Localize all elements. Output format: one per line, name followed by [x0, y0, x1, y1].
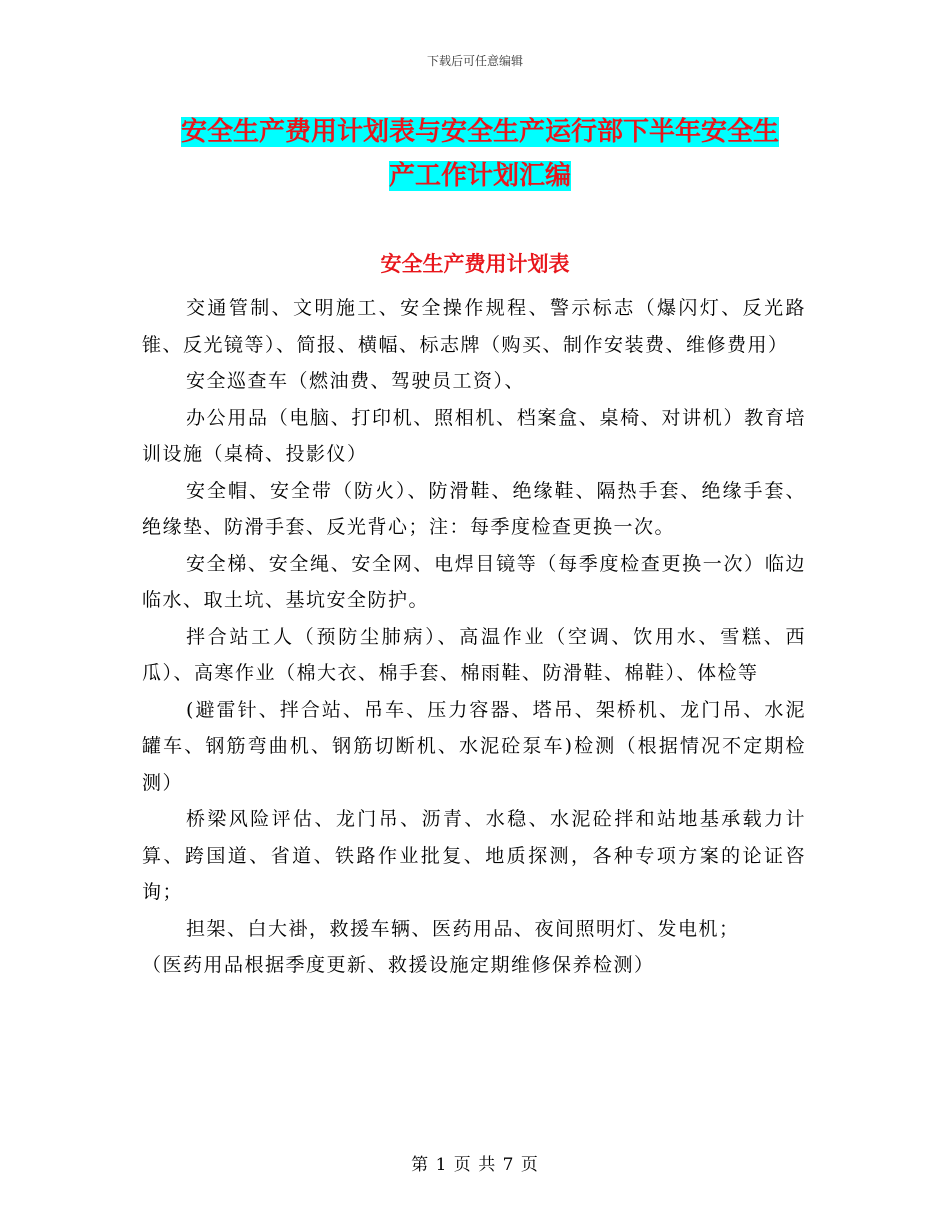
- paragraph: 办公用品（电脑、打印机、照相机、档案盒、桌椅、对讲机）教育培训设施（桌椅、投影仪）: [142, 406, 806, 465]
- page-header-note: 下载后可任意编辑: [426, 54, 523, 68]
- paragraph: 桥梁风险评估、龙门吊、沥青、水稳、水泥砼拌和站地基承载力计算、跨国道、省道、铁路作业批复、地质探测，各种专项方案的论证咨询；: [142, 808, 806, 903]
- page-number: 第 1 页 共 7 页: [411, 1155, 539, 1175]
- paragraph: 担架、白大褂，救援车辆、医药用品、夜间照明灯、发电机；: [186, 917, 740, 940]
- document-title-line-1: 安全生产费用计划表与安全生产运行部下半年安全生: [180, 117, 779, 147]
- document-title-line-2: 产工作计划汇编: [388, 161, 571, 191]
- paragraph-continuation: （医药用品根据季度更新、救援设施定期维修保养检测）: [142, 954, 655, 976]
- paragraph: (避雷针、拌合站、吊车、压力容器、塔吊、架桥机、龙门吊、水泥罐车、钢筋弯曲机、钢筋切断机、水泥砼泵车)检测（根据情况不定期检测）: [142, 698, 806, 794]
- document-body: [142, 290, 806, 984]
- paragraph: 交通管制、文明施工、安全操作规程、警示标志（爆闪灯、反光路锥、反光镜等）、简报、横幅、标志牌（购买、制作安装费、维修费用）: [142, 297, 806, 356]
- paragraph: 拌合站工人（预防尘肺病）、高温作业（空调、饮用水、雪糕、西瓜）、高寒作业（棉大衣、棉手套、棉雨鞋、防滑鞋、棉鞋）、体检等: [142, 625, 806, 684]
- paragraph: 安全帽、安全带（防火）、防滑鞋、绝缘鞋、隔热手套、绝缘手套、绝缘垫、防滑手套、反光背心；注：每季度检查更换一次。: [142, 479, 806, 538]
- paragraph: 安全梯、安全绳、安全网、电焊目镜等（每季度检查更换一次）临边临水、取土坑、基坑安全防护。: [142, 552, 806, 611]
- document-title: [140, 110, 820, 198]
- paragraph: 安全巡查车（燃油费、驾驶员工资）、: [186, 370, 526, 392]
- section-title: 安全生产费用计划表: [380, 252, 570, 276]
